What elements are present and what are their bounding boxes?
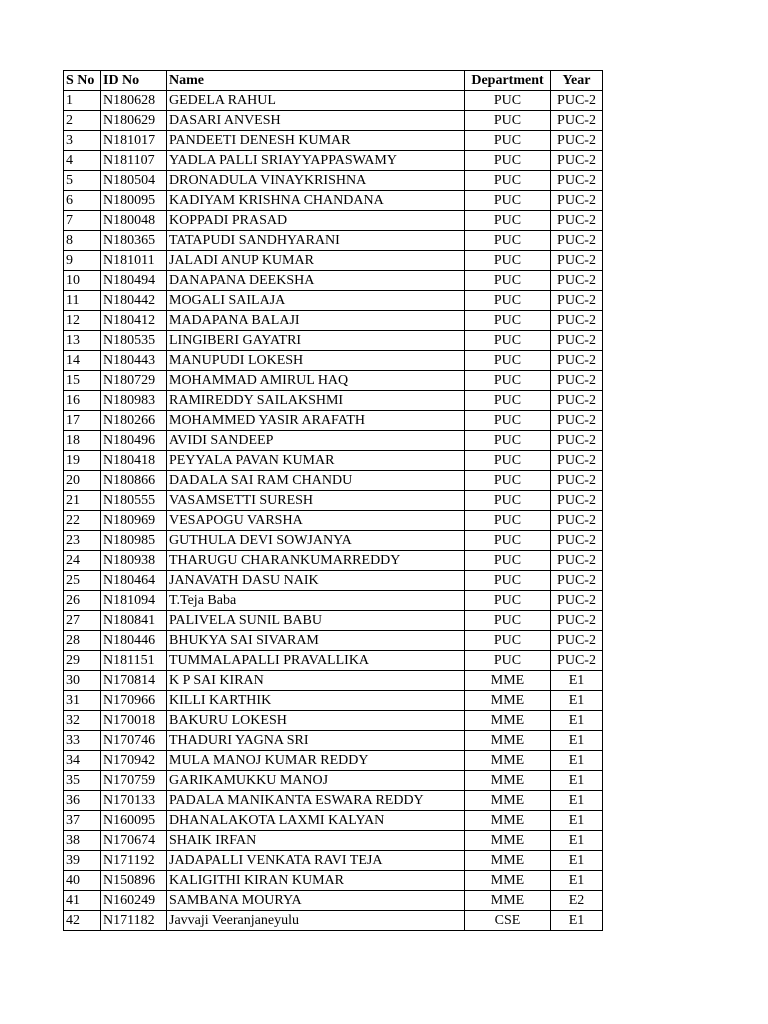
cell-department: PUC bbox=[465, 471, 551, 491]
table-row bbox=[64, 391, 603, 411]
cell-id-no: N180048 bbox=[101, 211, 167, 231]
cell-id-no: N181094 bbox=[101, 591, 167, 611]
cell-id-no: N180535 bbox=[101, 331, 167, 351]
cell-name: JALADI ANUP KUMAR bbox=[167, 251, 465, 271]
cell-year: E1 bbox=[551, 911, 603, 931]
cell-name: MANUPUDI LOKESH bbox=[167, 351, 465, 371]
cell-name: MOHAMMAD AMIRUL HAQ bbox=[167, 371, 465, 391]
cell-department: MME bbox=[465, 891, 551, 911]
cell-year: PUC-2 bbox=[551, 651, 603, 671]
cell-department: PUC bbox=[465, 111, 551, 131]
cell-year: PUC-2 bbox=[551, 191, 603, 211]
table-row bbox=[64, 491, 603, 511]
cell-id-no: N160095 bbox=[101, 811, 167, 831]
table-row bbox=[64, 691, 603, 711]
cell-year: PUC-2 bbox=[551, 371, 603, 391]
cell-id-no: N180412 bbox=[101, 311, 167, 331]
cell-id-no: N170759 bbox=[101, 771, 167, 791]
cell-name: SAMBANA MOURYA bbox=[167, 891, 465, 911]
cell-name: RAMIREDDY SAILAKSHMI bbox=[167, 391, 465, 411]
cell-sno: 25 bbox=[64, 571, 101, 591]
cell-department: MME bbox=[465, 711, 551, 731]
cell-name: PADALA MANIKANTA ESWARA REDDY bbox=[167, 791, 465, 811]
cell-name: JADAPALLI VENKATA RAVI TEJA bbox=[167, 851, 465, 871]
cell-department: PUC bbox=[465, 611, 551, 631]
cell-id-no: N170966 bbox=[101, 691, 167, 711]
cell-sno: 22 bbox=[64, 511, 101, 531]
table-row bbox=[64, 431, 603, 451]
table-row bbox=[64, 351, 603, 371]
cell-department: PUC bbox=[465, 391, 551, 411]
cell-department: PUC bbox=[465, 451, 551, 471]
cell-id-no: N181011 bbox=[101, 251, 167, 271]
cell-year: PUC-2 bbox=[551, 551, 603, 571]
table-row bbox=[64, 331, 603, 351]
cell-id-no: N171192 bbox=[101, 851, 167, 871]
cell-year: PUC-2 bbox=[551, 451, 603, 471]
cell-name: BAKURU LOKESH bbox=[167, 711, 465, 731]
cell-department: PUC bbox=[465, 91, 551, 111]
cell-name: DADALA SAI RAM CHANDU bbox=[167, 471, 465, 491]
cell-name: GEDELA RAHUL bbox=[167, 91, 465, 111]
table-row bbox=[64, 611, 603, 631]
header-name: Name bbox=[167, 71, 465, 91]
header-row bbox=[64, 71, 603, 91]
cell-department: MME bbox=[465, 811, 551, 831]
cell-sno: 3 bbox=[64, 131, 101, 151]
cell-name: Javvaji Veeranjaneyulu bbox=[167, 911, 465, 931]
cell-name: GUTHULA DEVI SOWJANYA bbox=[167, 531, 465, 551]
cell-sno: 39 bbox=[64, 851, 101, 871]
cell-sno: 6 bbox=[64, 191, 101, 211]
cell-name: K P SAI KIRAN bbox=[167, 671, 465, 691]
cell-department: PUC bbox=[465, 191, 551, 211]
cell-id-no: N180494 bbox=[101, 271, 167, 291]
cell-id-no: N180365 bbox=[101, 231, 167, 251]
cell-year: PUC-2 bbox=[551, 631, 603, 651]
cell-sno: 12 bbox=[64, 311, 101, 331]
cell-name: DRONADULA VINAYKRISHNA bbox=[167, 171, 465, 191]
cell-year: PUC-2 bbox=[551, 431, 603, 451]
cell-year: E1 bbox=[551, 871, 603, 891]
cell-department: PUC bbox=[465, 411, 551, 431]
cell-year: PUC-2 bbox=[551, 91, 603, 111]
table-row bbox=[64, 551, 603, 571]
cell-department: MME bbox=[465, 731, 551, 751]
cell-name: PALIVELA SUNIL BABU bbox=[167, 611, 465, 631]
cell-sno: 27 bbox=[64, 611, 101, 631]
cell-year: PUC-2 bbox=[551, 351, 603, 371]
table-row bbox=[64, 111, 603, 131]
cell-id-no: N170814 bbox=[101, 671, 167, 691]
cell-year: E1 bbox=[551, 771, 603, 791]
table-row bbox=[64, 751, 603, 771]
cell-name: VESAPOGU VARSHA bbox=[167, 511, 465, 531]
cell-sno: 40 bbox=[64, 871, 101, 891]
cell-name: YADLA PALLI SRIAYYAPPASWAMY bbox=[167, 151, 465, 171]
cell-name: LINGIBERI GAYATRI bbox=[167, 331, 465, 351]
cell-year: PUC-2 bbox=[551, 251, 603, 271]
cell-sno: 23 bbox=[64, 531, 101, 551]
cell-year: E1 bbox=[551, 751, 603, 771]
cell-year: PUC-2 bbox=[551, 271, 603, 291]
cell-id-no: N180969 bbox=[101, 511, 167, 531]
cell-year: PUC-2 bbox=[551, 111, 603, 131]
cell-sno: 31 bbox=[64, 691, 101, 711]
table-row bbox=[64, 131, 603, 151]
cell-id-no: N180628 bbox=[101, 91, 167, 111]
cell-department: MME bbox=[465, 791, 551, 811]
cell-sno: 20 bbox=[64, 471, 101, 491]
cell-year: E1 bbox=[551, 791, 603, 811]
cell-year: PUC-2 bbox=[551, 511, 603, 531]
cell-id-no: N180442 bbox=[101, 291, 167, 311]
table-row bbox=[64, 671, 603, 691]
cell-department: PUC bbox=[465, 231, 551, 251]
table-row bbox=[64, 151, 603, 171]
cell-name: TUMMALAPALLI PRAVALLIKA bbox=[167, 651, 465, 671]
cell-department: PUC bbox=[465, 131, 551, 151]
cell-sno: 34 bbox=[64, 751, 101, 771]
cell-id-no: N181151 bbox=[101, 651, 167, 671]
cell-department: PUC bbox=[465, 311, 551, 331]
cell-department: MME bbox=[465, 851, 551, 871]
table-row bbox=[64, 771, 603, 791]
cell-year: PUC-2 bbox=[551, 211, 603, 231]
cell-year: E2 bbox=[551, 891, 603, 911]
cell-sno: 2 bbox=[64, 111, 101, 131]
cell-sno: 37 bbox=[64, 811, 101, 831]
cell-sno: 26 bbox=[64, 591, 101, 611]
cell-id-no: N180504 bbox=[101, 171, 167, 191]
table-row bbox=[64, 291, 603, 311]
cell-id-no: N180866 bbox=[101, 471, 167, 491]
cell-id-no: N180841 bbox=[101, 611, 167, 631]
cell-id-no: N180446 bbox=[101, 631, 167, 651]
cell-department: CSE bbox=[465, 911, 551, 931]
cell-sno: 9 bbox=[64, 251, 101, 271]
cell-name: GARIKAMUKKU MANOJ bbox=[167, 771, 465, 791]
cell-name: KILLI KARTHIK bbox=[167, 691, 465, 711]
table-row bbox=[64, 571, 603, 591]
header-sno: S No bbox=[64, 71, 101, 91]
cell-id-no: N170133 bbox=[101, 791, 167, 811]
cell-id-no: N180496 bbox=[101, 431, 167, 451]
table-row bbox=[64, 271, 603, 291]
table-body bbox=[64, 91, 603, 931]
cell-name: PEYYALA PAVAN KUMAR bbox=[167, 451, 465, 471]
cell-id-no: N180443 bbox=[101, 351, 167, 371]
table-row bbox=[64, 731, 603, 751]
cell-id-no: N170746 bbox=[101, 731, 167, 751]
cell-department: PUC bbox=[465, 491, 551, 511]
cell-department: MME bbox=[465, 691, 551, 711]
cell-department: PUC bbox=[465, 531, 551, 551]
table-row bbox=[64, 891, 603, 911]
table-row bbox=[64, 591, 603, 611]
header-department: Department bbox=[465, 71, 551, 91]
cell-department: PUC bbox=[465, 271, 551, 291]
cell-name: JANAVATH DASU NAIK bbox=[167, 571, 465, 591]
cell-department: PUC bbox=[465, 571, 551, 591]
cell-year: E1 bbox=[551, 811, 603, 831]
cell-department: PUC bbox=[465, 551, 551, 571]
cell-id-no: N160249 bbox=[101, 891, 167, 911]
table-row bbox=[64, 251, 603, 271]
cell-sno: 35 bbox=[64, 771, 101, 791]
cell-id-no: N181017 bbox=[101, 131, 167, 151]
cell-department: MME bbox=[465, 771, 551, 791]
table-row bbox=[64, 211, 603, 231]
cell-name: MADAPANA BALAJI bbox=[167, 311, 465, 331]
cell-sno: 5 bbox=[64, 171, 101, 191]
cell-id-no: N170018 bbox=[101, 711, 167, 731]
cell-sno: 14 bbox=[64, 351, 101, 371]
cell-sno: 15 bbox=[64, 371, 101, 391]
cell-year: PUC-2 bbox=[551, 471, 603, 491]
cell-name: MOHAMMED YASIR ARAFATH bbox=[167, 411, 465, 431]
cell-year: E1 bbox=[551, 831, 603, 851]
cell-sno: 41 bbox=[64, 891, 101, 911]
table-row bbox=[64, 311, 603, 331]
table-row bbox=[64, 451, 603, 471]
cell-year: E1 bbox=[551, 671, 603, 691]
cell-name: DHANALAKOTA LAXMI KALYAN bbox=[167, 811, 465, 831]
cell-year: E1 bbox=[551, 851, 603, 871]
cell-department: PUC bbox=[465, 591, 551, 611]
cell-name: KOPPADI PRASAD bbox=[167, 211, 465, 231]
cell-year: PUC-2 bbox=[551, 571, 603, 591]
cell-department: PUC bbox=[465, 211, 551, 231]
cell-name: VASAMSETTI SURESH bbox=[167, 491, 465, 511]
cell-name: THARUGU CHARANKUMARREDDY bbox=[167, 551, 465, 571]
cell-name: MOGALI SAILAJA bbox=[167, 291, 465, 311]
cell-id-no: N170942 bbox=[101, 751, 167, 771]
cell-sno: 18 bbox=[64, 431, 101, 451]
table-row bbox=[64, 811, 603, 831]
cell-year: E1 bbox=[551, 711, 603, 731]
cell-department: PUC bbox=[465, 371, 551, 391]
table-row bbox=[64, 191, 603, 211]
table-row bbox=[64, 231, 603, 251]
cell-sno: 10 bbox=[64, 271, 101, 291]
table-row bbox=[64, 711, 603, 731]
cell-sno: 19 bbox=[64, 451, 101, 471]
cell-name: DASARI ANVESH bbox=[167, 111, 465, 131]
cell-name: PANDEETI DENESH KUMAR bbox=[167, 131, 465, 151]
cell-id-no: N171182 bbox=[101, 911, 167, 931]
cell-name: TATAPUDI SANDHYARANI bbox=[167, 231, 465, 251]
cell-department: PUC bbox=[465, 291, 551, 311]
cell-sno: 1 bbox=[64, 91, 101, 111]
cell-sno: 11 bbox=[64, 291, 101, 311]
cell-department: MME bbox=[465, 751, 551, 771]
cell-year: PUC-2 bbox=[551, 151, 603, 171]
cell-sno: 24 bbox=[64, 551, 101, 571]
cell-id-no: N180985 bbox=[101, 531, 167, 551]
table-row bbox=[64, 471, 603, 491]
cell-sno: 7 bbox=[64, 211, 101, 231]
cell-name: DANAPANA DEEKSHA bbox=[167, 271, 465, 291]
table-row bbox=[64, 911, 603, 931]
cell-sno: 33 bbox=[64, 731, 101, 751]
cell-year: PUC-2 bbox=[551, 231, 603, 251]
student-list-table bbox=[63, 70, 603, 931]
cell-id-no: N180983 bbox=[101, 391, 167, 411]
table-row bbox=[64, 411, 603, 431]
cell-name: KADIYAM KRISHNA CHANDANA bbox=[167, 191, 465, 211]
header-year: Year bbox=[551, 71, 603, 91]
table-header bbox=[64, 71, 603, 91]
cell-sno: 38 bbox=[64, 831, 101, 851]
cell-name: T.Teja Baba bbox=[167, 591, 465, 611]
cell-department: MME bbox=[465, 831, 551, 851]
cell-year: PUC-2 bbox=[551, 131, 603, 151]
cell-year: PUC-2 bbox=[551, 411, 603, 431]
cell-sno: 13 bbox=[64, 331, 101, 351]
cell-year: PUC-2 bbox=[551, 591, 603, 611]
table-row bbox=[64, 371, 603, 391]
cell-id-no: N180729 bbox=[101, 371, 167, 391]
table-row bbox=[64, 871, 603, 891]
cell-department: PUC bbox=[465, 251, 551, 271]
cell-id-no: N180266 bbox=[101, 411, 167, 431]
table-row bbox=[64, 791, 603, 811]
table-row bbox=[64, 511, 603, 531]
cell-year: PUC-2 bbox=[551, 171, 603, 191]
cell-sno: 29 bbox=[64, 651, 101, 671]
cell-name: AVIDI SANDEEP bbox=[167, 431, 465, 451]
cell-department: PUC bbox=[465, 171, 551, 191]
cell-id-no: N180418 bbox=[101, 451, 167, 471]
cell-year: PUC-2 bbox=[551, 291, 603, 311]
cell-department: PUC bbox=[465, 151, 551, 171]
table-row bbox=[64, 171, 603, 191]
cell-department: PUC bbox=[465, 651, 551, 671]
cell-department: PUC bbox=[465, 631, 551, 651]
cell-id-no: N180464 bbox=[101, 571, 167, 591]
cell-sno: 17 bbox=[64, 411, 101, 431]
cell-sno: 32 bbox=[64, 711, 101, 731]
cell-id-no: N180938 bbox=[101, 551, 167, 571]
cell-id-no: N170674 bbox=[101, 831, 167, 851]
cell-year: E1 bbox=[551, 691, 603, 711]
cell-department: PUC bbox=[465, 331, 551, 351]
cell-year: PUC-2 bbox=[551, 391, 603, 411]
cell-name: THADURI YAGNA SRI bbox=[167, 731, 465, 751]
cell-year: PUC-2 bbox=[551, 491, 603, 511]
cell-name: SHAIK IRFAN bbox=[167, 831, 465, 851]
cell-id-no: N180629 bbox=[101, 111, 167, 131]
cell-sno: 21 bbox=[64, 491, 101, 511]
header-id-no: ID No bbox=[101, 71, 167, 91]
cell-sno: 16 bbox=[64, 391, 101, 411]
cell-department: PUC bbox=[465, 511, 551, 531]
cell-sno: 28 bbox=[64, 631, 101, 651]
table-row bbox=[64, 631, 603, 651]
cell-year: PUC-2 bbox=[551, 611, 603, 631]
cell-sno: 8 bbox=[64, 231, 101, 251]
cell-sno: 36 bbox=[64, 791, 101, 811]
table-row bbox=[64, 531, 603, 551]
table-row bbox=[64, 851, 603, 871]
cell-year: PUC-2 bbox=[551, 331, 603, 351]
cell-name: BHUKYA SAI SIVARAM bbox=[167, 631, 465, 651]
cell-sno: 30 bbox=[64, 671, 101, 691]
cell-department: MME bbox=[465, 871, 551, 891]
cell-id-no: N180095 bbox=[101, 191, 167, 211]
cell-sno: 4 bbox=[64, 151, 101, 171]
cell-id-no: N180555 bbox=[101, 491, 167, 511]
table-row bbox=[64, 831, 603, 851]
cell-name: MULA MANOJ KUMAR REDDY bbox=[167, 751, 465, 771]
cell-year: PUC-2 bbox=[551, 311, 603, 331]
cell-sno: 42 bbox=[64, 911, 101, 931]
cell-department: MME bbox=[465, 671, 551, 691]
cell-department: PUC bbox=[465, 351, 551, 371]
cell-year: PUC-2 bbox=[551, 531, 603, 551]
cell-id-no: N181107 bbox=[101, 151, 167, 171]
table-row bbox=[64, 651, 603, 671]
cell-name: KALIGITHI KIRAN KUMAR bbox=[167, 871, 465, 891]
cell-year: E1 bbox=[551, 731, 603, 751]
table-row bbox=[64, 91, 603, 111]
cell-id-no: N150896 bbox=[101, 871, 167, 891]
cell-department: PUC bbox=[465, 431, 551, 451]
